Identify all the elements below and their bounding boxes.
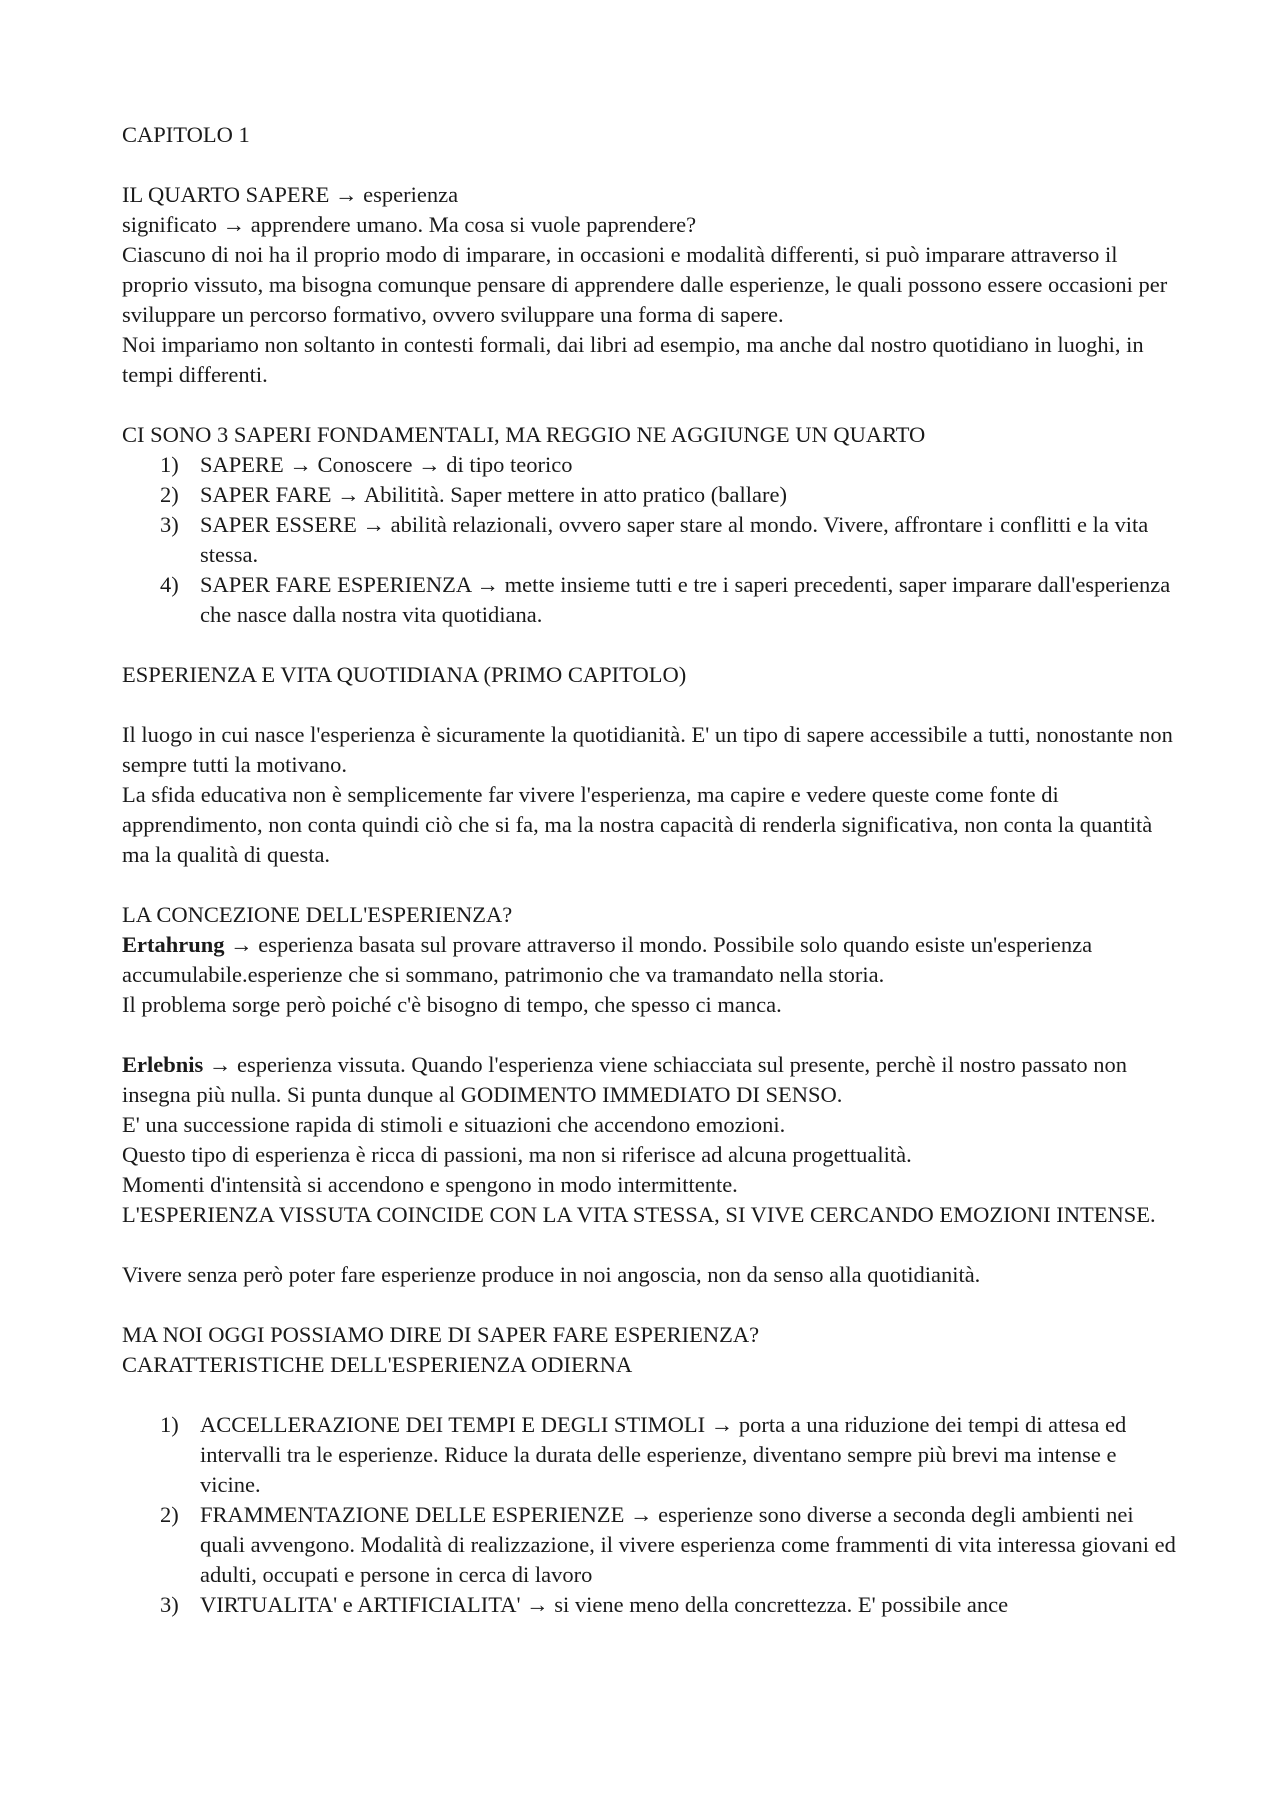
section-heading: IL QUARTO SAPERE → esperienza: [122, 182, 459, 207]
list-number: 2): [160, 1502, 179, 1527]
paragraph: Momenti d'intensità si accendono e spengono in modo intermittente.: [122, 1172, 738, 1197]
section-heading: LA CONCEZIONE DELL'ESPERIENZA?: [122, 902, 513, 927]
definition-text: → esperienza vissuta. Quando l'esperienza viene schiacciata sul presente, perchè il nostro passato non insegna più nulla. Si punta dunque al GODIMENTO IMMEDIATO DI SENSO.: [122, 1052, 1128, 1107]
list-number: 1): [160, 452, 179, 477]
list-number: 3): [160, 1592, 179, 1617]
saperi-list: [122, 450, 1182, 630]
list-number: 3): [160, 512, 179, 537]
section-heading: ESPERIENZA E VITA QUOTIDIANA (PRIMO CAPITOLO): [122, 662, 687, 687]
section-heading: CARATTERISTICHE DELL'ESPERIENZA ODIERNA: [122, 1352, 633, 1377]
paragraph: Questo tipo di esperienza è ricca di passioni, ma non si riferisce ad alcuna progettualità.: [122, 1142, 912, 1167]
list-text: SAPER FARE ESPERIENZA → mette insieme tutti e tre i saperi precedenti, saper imparare dall'esperienza che nasce dalla nostra vita quotidiana.: [200, 572, 1171, 627]
paragraph: E' una successione rapida di stimoli e situazioni che accendono emozioni.: [122, 1112, 786, 1137]
list-number: 2): [160, 482, 179, 507]
paragraph: Noi impariamo non soltanto in contesti formali, dai libri ad esempio, ma anche dal nostro quotidiano in luoghi, in tempi differenti.: [122, 332, 1144, 387]
characteristics-list: [122, 1410, 1182, 1620]
paragraph: Il luogo in cui nasce l'esperienza è sicuramente la quotidianità. E' un tipo di sapere accessibile a tutti, nonostante non sempre tutti la motivano.: [122, 722, 1173, 777]
paragraph: L'ESPERIENZA VISSUTA COINCIDE CON LA VITA STESSA, SI VIVE CERCANDO EMOZIONI INTENSE.: [122, 1202, 1156, 1227]
paragraph: [122, 1050, 1182, 1110]
list-item: [122, 570, 1182, 630]
paragraph: [122, 930, 1182, 990]
list-text: SAPERE → Conoscere → di tipo teorico: [200, 452, 573, 477]
section-heading: CI SONO 3 SAPERI FONDAMENTALI, MA REGGIO NE AGGIUNGE UN QUARTO: [122, 422, 926, 447]
list-item: [122, 1590, 1182, 1620]
document-page: [122, 120, 1182, 1620]
paragraph: Vivere senza però poter fare esperienze produce in noi angoscia, non da senso alla quotidianità.: [122, 1262, 981, 1287]
list-item: [122, 1500, 1182, 1590]
list-item: [122, 510, 1182, 570]
list-text: FRAMMENTAZIONE DELLE ESPERIENZE → esperienze sono diverse a seconda degli ambienti nei quali avvengono. Modalità di realizzazione, il vivere esperienza come frammenti di vita interessa giovani ed adulti, occupati e persone in cerca di lavoro: [200, 1502, 1176, 1587]
list-number: 4): [160, 572, 179, 597]
paragraph: significato → apprendere umano. Ma cosa si vuole paprendere?: [122, 212, 697, 237]
term-erlebnis: Erlebnis: [122, 1052, 204, 1077]
paragraph: La sfida educativa non è semplicemente far vivere l'esperienza, ma capire e vedere queste come fonte di apprendimento, non conta quindi ciò che si fa, ma la nostra capacità di renderla significativa, non conta la quantità ma la qualità di questa.: [122, 782, 1153, 867]
list-item: [122, 480, 1182, 510]
list-text: SAPER ESSERE → abilità relazionali, ovvero saper stare al mondo. Vivere, affrontare i conflitti e la vita stessa.: [200, 512, 1149, 567]
list-item: [122, 1410, 1182, 1500]
list-item: [122, 450, 1182, 480]
paragraph: Il problema sorge però poiché c'è bisogno di tempo, che spesso ci manca.: [122, 992, 782, 1017]
term-ertahrung: Ertahrung: [122, 932, 225, 957]
chapter-title: CAPITOLO 1: [122, 122, 250, 147]
list-text: SAPER FARE → Abilitità. Saper mettere in atto pratico (ballare): [200, 482, 787, 507]
paragraph: Ciascuno di noi ha il proprio modo di imparare, in occasioni e modalità differenti, si può imparare attraverso il proprio vissuto, ma bisogna comunque pensare di apprendere dalle esperienze, le quali possono essere occasioni per sviluppare un percorso formativo, ovvero sviluppare una forma di sapere.: [122, 242, 1168, 327]
list-text: VIRTUALITA' e ARTIFICIALITA' → si viene meno della concrettezza. E' possibile ance: [200, 1592, 1009, 1617]
list-number: 1): [160, 1412, 179, 1437]
section-heading: MA NOI OGGI POSSIAMO DIRE DI SAPER FARE ESPERIENZA?: [122, 1322, 760, 1347]
list-text: ACCELLERAZIONE DEI TEMPI E DEGLI STIMOLI → porta a una riduzione dei tempi di attesa ed intervalli tra le esperienze. Riduce la durata delle esperienze, diventano sempre più brevi ma intense e vicine.: [200, 1412, 1127, 1497]
definition-text: → esperienza basata sul provare attraverso il mondo. Possibile solo quando esiste un'esperienza accumulabile.esperienze che si sommano, patrimonio che va tramandato nella storia.: [122, 932, 1093, 987]
